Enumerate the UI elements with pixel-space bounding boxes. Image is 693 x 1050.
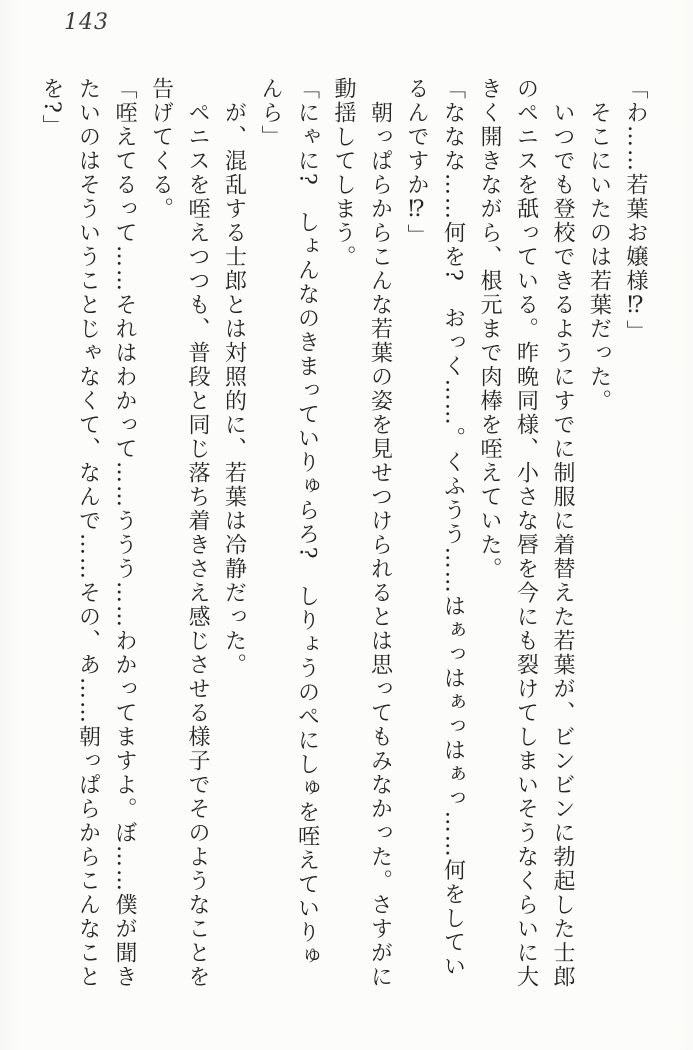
text-column: のペニスを舐っている。昨晩同様、小さな唇を今にも裂けてしまいそうなくらいに大 [513, 77, 539, 989]
text-column: いつでも登校できるようにすでに制服に着替えた若葉が、ビンビンに勃起した士郎 [550, 101, 575, 989]
page-number: 143 [64, 10, 109, 35]
text-column: 「咥えてるって……それはわかって……ううう……わかってますよ。ぼ……僕が聞き [112, 77, 137, 989]
text-column: たいのはそういうことじゃなくて、なんで……その、あ……朝っぱらからこんなこと [75, 77, 101, 989]
text-column: 告げてくる。 [148, 77, 174, 221]
text-column: 動揺してしまう。 [331, 77, 356, 269]
text-column: きく開きながら、根元まで肉棒を咥えていた。 [477, 77, 502, 581]
vertical-text-area [31, 77, 653, 1017]
text-column: 朝っぱらからこんな若葉の姿を見せつけられるとは思ってもみなかった。さすがに [367, 101, 393, 989]
text-column: を?」 [39, 77, 64, 139]
text-column: んら」 [258, 77, 283, 149]
text-column: そこにいたのは若葉だった。 [586, 101, 612, 413]
text-column: が、混乱する士郎とは対照的に、若葉は冷静だった。 [221, 101, 247, 677]
text-column: るんですか⁉」 [404, 77, 429, 248]
text-column: 「にゃに? しょんなのきまっていりゅらろ? しりょうのぺにしゅを咥えていりゅ [294, 77, 320, 969]
text-column: 「わ……若葉お嬢様⁉」 [623, 77, 648, 344]
text-column: 「ななな……何を? おっく……。くふうう……はぁっはぁっはぁっ……何をしてい [440, 77, 466, 979]
text-column: ペニスを咥えつつも、普段と同じ落ち着きさえ感じさせる様子でそのようなことを [185, 101, 210, 989]
